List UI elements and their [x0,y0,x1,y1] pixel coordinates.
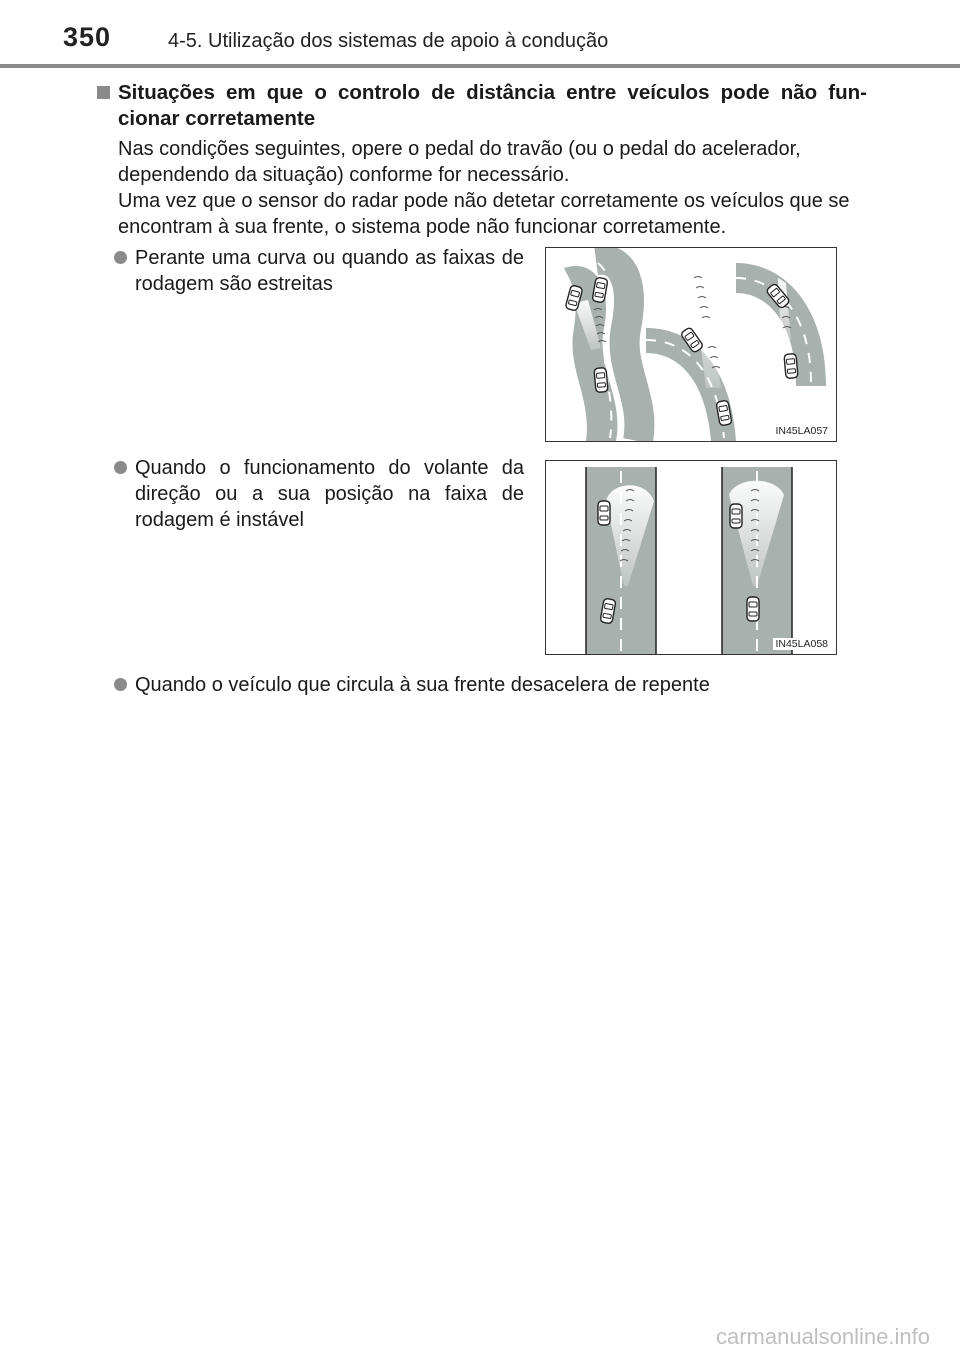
bullet-item-unstable [114,455,524,533]
intro-text [118,136,867,240]
bullet-item-decelerate [114,672,874,698]
figure-id-label: IN45LA057 [775,425,828,437]
page-number: 350 [63,22,112,52]
header-rule [0,64,960,68]
intro-paragraph-2: Uma vez que o sensor do radar pode não detetar corretamente os veículos que se encontram à sua frente, o sistema pode não funcionar corretamente. [118,190,850,238]
round-bullet-icon [114,678,127,691]
straight-roads-illustration [546,461,836,654]
bullet-text: Perante uma curva ou quando as faixas de rodagem são estreitas [135,247,524,295]
section-heading [97,80,867,132]
figure-straight-roads [545,460,837,655]
figure-curved-roads [545,247,837,442]
square-bullet-icon [97,86,110,99]
bullet-item-curve [114,245,524,297]
running-head: 4-5. Utilização dos sistemas de apoio à condução [168,30,609,52]
round-bullet-icon [114,251,127,264]
watermark: carmanualsonline.info [715,1324,930,1349]
intro-paragraph-1: Nas condições seguintes, opere o pedal do travão (ou o pedal do acelerador, dependendo da situação) conforme for necessário. [118,138,801,186]
section-heading-text: Situações em que o controlo de distância entre veículos pode não fun-cionar corretamente [118,81,867,130]
bullet-text: Quando o veículo que circula à sua frente desacelera de repente [135,674,710,696]
section-block [97,80,867,240]
round-bullet-icon [114,461,127,474]
bullet-text: Quando o funcionamento do volante da direção ou a sua posição na faixa de rodagem é instável [135,457,524,531]
curved-roads-illustration [546,248,836,441]
figure-id-label: IN45LA058 [775,638,828,650]
